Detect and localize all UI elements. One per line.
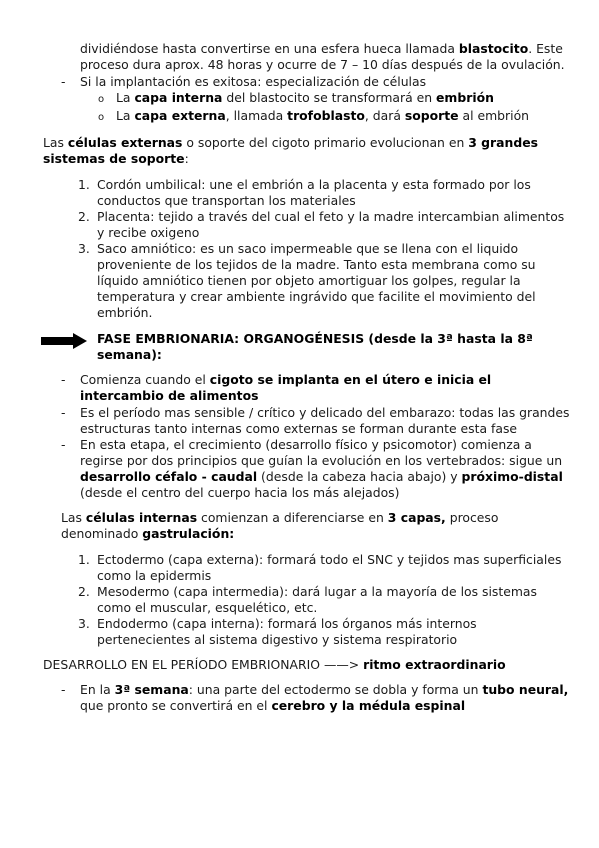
list-item-text: proveniente de los tejidos de la madre. Tanto esta membrana como su (97, 257, 536, 272)
circle-bullet-icon: o (98, 112, 105, 123)
list-number: 2. (78, 584, 90, 599)
phase-bullet-1-cont: intercambio de alimentos (80, 388, 259, 403)
development-bullet: En la 3ª semana: una parte del ectodermo se dobla y forma un tubo neural, (80, 682, 569, 697)
phase-bullet-3: En esta etapa, el crecimiento (desarrollo físico y psicomotor) comienza a (80, 437, 532, 452)
intro-sub-1: La capa interna del blastocito se transformará en embrión (116, 90, 494, 105)
list-item-text: Endodermo (capa interna): formará los órganos más internos (97, 616, 477, 631)
external-line-2: sistemas de soporte: (43, 151, 189, 166)
list-item-text: Placenta: tejido a través del cual el feto y la madre intercambian alimentos (97, 209, 565, 224)
external-line-1: Las células externas o soporte del cigoto primario evolucionan en 3 grandes (43, 135, 538, 150)
list-item-text: conductos que transportan los materiales (97, 193, 356, 208)
internal-line-1: Las células internas comienzan a diferenciarse en 3 capas, proceso (61, 510, 499, 525)
phase-bullet-1: Comienza cuando el cigoto se implanta en el útero e inicia el (80, 372, 492, 387)
intro-sub-2: La capa externa, llamada trofoblasto, dará soporte al embrión (116, 108, 530, 123)
list-item-text: Ectodermo (capa externa): formará todo el SNC y tejidos mas superficiales (97, 552, 562, 567)
list-item-text: y recibe oxigeno (97, 225, 200, 240)
phase-bullet-3-cont: (desde el centro del cuerpo hacia los más alejados) (80, 485, 400, 500)
bullet-dash: - (61, 682, 66, 697)
list-item-text: Saco amniótico: es un saco impermeable que se llena con el liquido (97, 241, 519, 256)
list-item-text: líquido amniótico tienen por objeto amortiguar los golpes, regular la (97, 273, 521, 288)
list-number: 1. (78, 552, 90, 567)
phase-bullet-2: Es el período mas sensible / crítico y delicado del embarazo: todas las grandes (80, 405, 570, 420)
list-number: 1. (78, 177, 90, 192)
list-item-text: como la epidermis (97, 568, 212, 583)
list-number: 3. (78, 616, 90, 631)
list-item-text: pertenecientes al sistema digestivo y sistema respiratorio (97, 632, 458, 647)
circle-bullet-icon: o (98, 94, 105, 105)
phase-title-line-1: FASE EMBRIONARIA: ORGANOGÉNESIS (desde la 3ª hasta la 8ª (97, 331, 533, 346)
list-item-text: como el muscular, esquelético, etc. (97, 600, 318, 615)
phase-bullet-2-cont: estructuras tanto internas como externas se forman durante esta fase (80, 421, 518, 436)
bullet-dash: - (61, 372, 66, 387)
phase-title-line-2: semana): (97, 347, 162, 362)
bullet-dash: - (61, 74, 66, 89)
development-bullet-cont: que pronto se convertirá en el cerebro y la médula espinal (80, 698, 466, 713)
internal-line-2: denominado gastrulación: (61, 526, 235, 541)
phase-bullet-3-cont: desarrollo céfalo - caudal (desde la cabeza hacia abajo) y próximo-distal (80, 469, 563, 484)
bullet-dash: - (61, 405, 66, 420)
development-heading: DESARROLLO EN EL PERÍODO EMBRIONARIO ——> ritmo extraordinario (43, 657, 506, 672)
bullet-dash: - (61, 437, 66, 452)
list-number: 2. (78, 209, 90, 224)
right-arrow-icon (41, 332, 87, 350)
intro-line-1: dividiéndose hasta convertirse en una esfera hueca llamada blastocito. Este (80, 41, 563, 56)
list-number: 3. (78, 241, 90, 256)
intro-line-2: proceso dura aprox. 48 horas y ocurre de 7 – 10 días después de la ovulación. (80, 57, 565, 72)
intro-bullet: Si la implantación es exitosa: especialización de células (80, 74, 427, 89)
list-item-text: Cordón umbilical: une el embrión a la placenta y esta formado por los (97, 177, 531, 192)
list-item-text: embrión. (97, 305, 153, 320)
list-item-text: temperatura y crear ambiente ingrávido que facilite el movimiento del (97, 289, 536, 304)
phase-bullet-3-cont: regirse por dos principios que guían la evolución en los vertebrados: sigue un (80, 453, 563, 468)
list-item-text: Mesodermo (capa intermedia): dará lugar a la mayoría de los sistemas (97, 584, 537, 599)
